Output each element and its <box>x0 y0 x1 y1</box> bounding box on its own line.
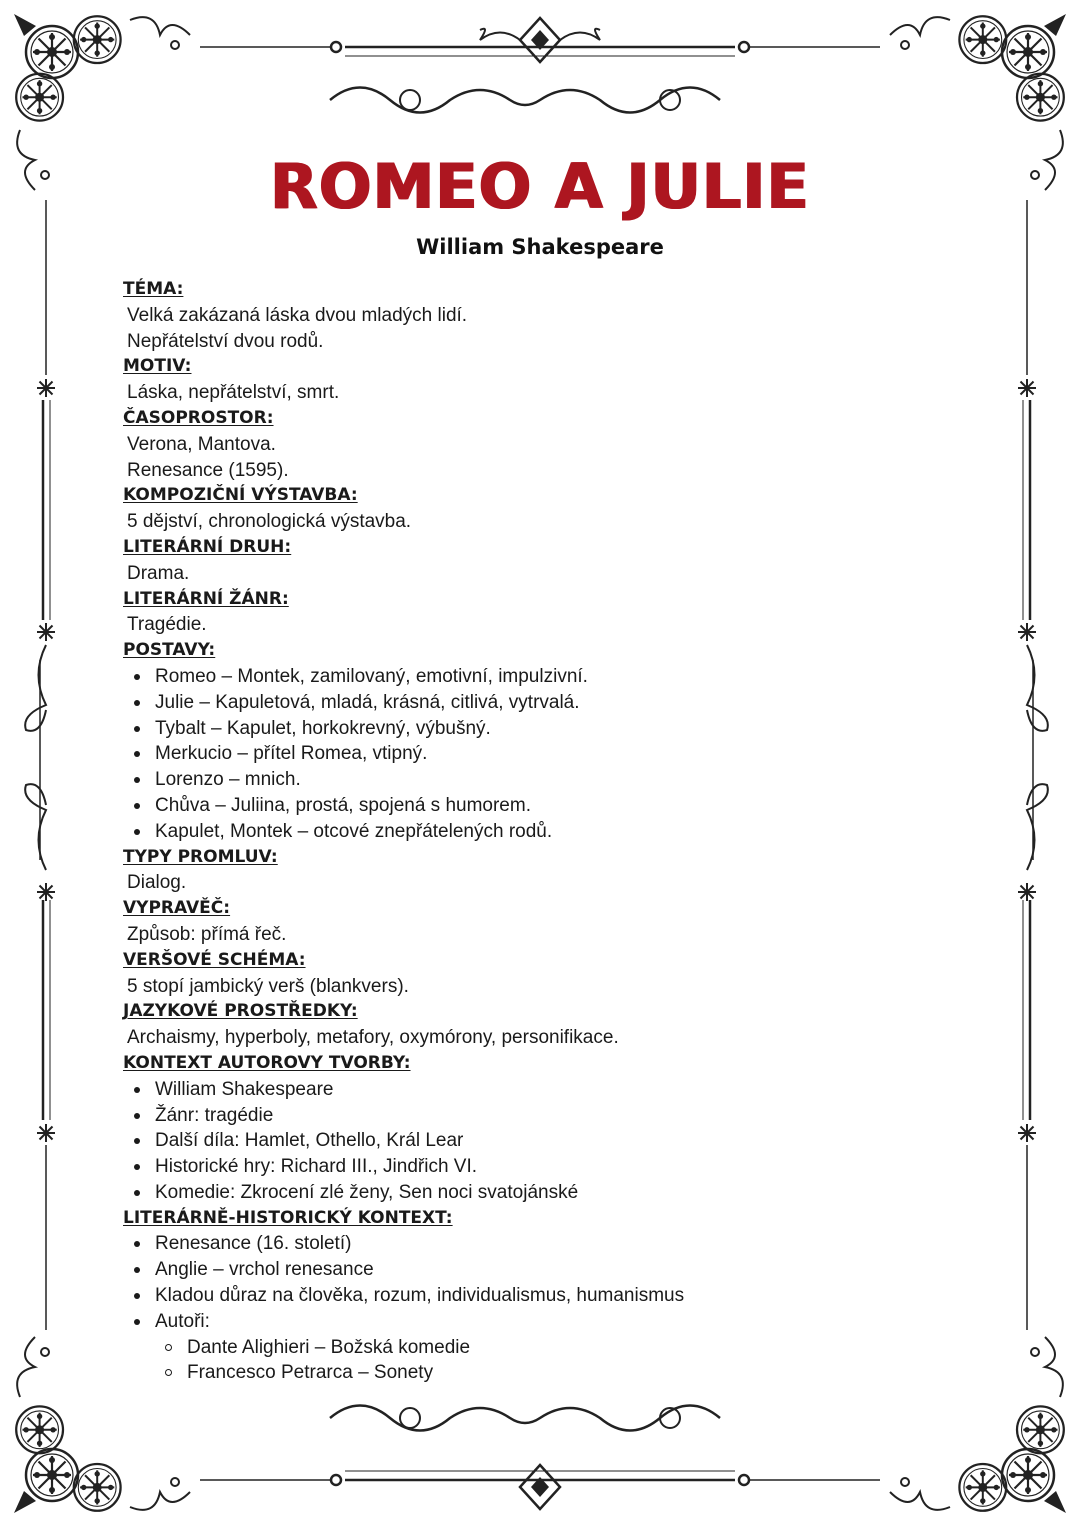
heading-druh: LITERÁRNÍ DRUH: <box>123 536 292 557</box>
text-line: Tragédie. <box>127 614 207 636</box>
list-item: Julie – Kapuletová, mladá, krásná, citlivá, vytrvalá. <box>123 690 943 716</box>
autori-sublist <box>123 1335 943 1387</box>
list-item: Historické hry: Richard III., Jindřich VI. <box>123 1154 943 1180</box>
list-item: Renesance (16. století) <box>123 1231 943 1257</box>
author-name: William Shakespeare <box>416 235 664 259</box>
text-line: Archaismy, hyperboly, metafory, oxymórony, personifikace. <box>127 1027 619 1049</box>
text-line: Drama. <box>127 562 190 584</box>
list-item: Chůva – Juliina, prostá, spojená s humorem. <box>123 793 943 819</box>
sub-list-item: Dante Alighieri – Božská komedie <box>123 1335 943 1361</box>
list-item: Merkucio – přítel Romea, vtipný. <box>123 741 943 767</box>
document-body <box>123 277 943 1386</box>
heading-kontext-autor: KONTEXT AUTOROVY TVORBY: <box>123 1052 411 1073</box>
page-title: ROMEO A JULIE <box>270 150 810 223</box>
heading-jazykove-prostredky: JAZYKOVÉ PROSTŘEDKY: <box>123 1001 358 1022</box>
sub-list-item: Francesco Petrarca – Sonety <box>123 1360 943 1386</box>
list-item: Anglie – vrchol renesance <box>123 1257 943 1283</box>
kontext-autor-list <box>123 1077 943 1206</box>
text-line: Nepřátelství dvou rodů. <box>127 330 324 352</box>
text-line: Velká zakázaná láska dvou mladých lidí. <box>127 304 468 326</box>
text-line: Verona, Mantova. <box>127 433 276 455</box>
text-line: 5 stopí jambický verš (blankvers). <box>127 975 409 997</box>
list-item: Žánr: tragédie <box>123 1103 943 1129</box>
heading-casoprostor: ČASOPROSTOR: <box>123 407 274 428</box>
list-item: Další díla: Hamlet, Othello, Král Lear <box>123 1128 943 1154</box>
list-item: Romeo – Montek, zamilovaný, emotivní, impulzivní. <box>123 664 943 690</box>
list-item: Tybalt – Kapulet, horkokrevný, výbušný. <box>123 716 943 742</box>
list-item: Autoři: <box>123 1309 943 1335</box>
heading-kontext-lit: LITERÁRNĚ-HISTORICKÝ KONTEXT: <box>123 1207 453 1228</box>
text-line: Dialog. <box>127 872 187 894</box>
heading-vypravec: VYPRAVĚČ: <box>123 898 231 919</box>
list-item: Kladou důraz na člověka, rozum, individualismus, humanismus <box>123 1283 943 1309</box>
text-line: 5 dějství, chronologická výstavba. <box>127 511 412 533</box>
list-item: William Shakespeare <box>123 1077 943 1103</box>
heading-promluvy: TYPY PROMLUV: <box>123 846 278 867</box>
kontext-lit-list <box>123 1231 943 1334</box>
postavy-list <box>123 664 943 845</box>
heading-motiv: MOTIV: <box>123 356 192 377</box>
heading-versove-schema: VERŠOVÉ SCHÉMA: <box>123 949 306 970</box>
text-line: Způsob: přímá řeč. <box>127 923 287 945</box>
text-line: Láska, nepřátelství, smrt. <box>127 382 340 404</box>
list-item: Komedie: Zkrocení zlé ženy, Sen noci svatojánské <box>123 1180 943 1206</box>
text-line: Renesance (1595). <box>127 459 289 481</box>
heading-postavy: POSTAVY: <box>123 640 216 661</box>
list-item: Kapulet, Montek – otcové znepřátelených rodů. <box>123 819 943 845</box>
heading-zanr: LITERÁRNÍ ŽÁNR: <box>123 588 289 609</box>
heading-kompozice: KOMPOZIČNÍ VÝSTAVBA: <box>123 485 358 506</box>
list-item: Lorenzo – mnich. <box>123 767 943 793</box>
heading-tema: TÉMA: <box>123 279 184 299</box>
